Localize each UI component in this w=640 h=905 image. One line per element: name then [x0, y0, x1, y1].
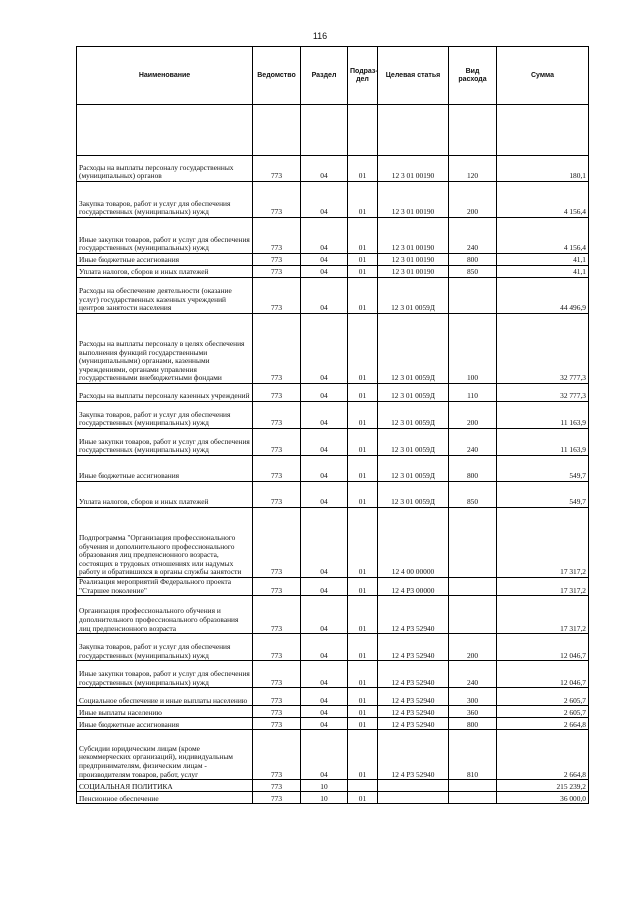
- cell-exptype: 120: [449, 156, 497, 182]
- cell-dept: 773: [253, 730, 301, 780]
- cell-sum: 12 046,7: [497, 634, 589, 661]
- cell-exptype: 810: [449, 730, 497, 780]
- cell-name: Иные закупки товаров, работ и услуг для обеспечения государственных (муниципальных) нужд: [77, 218, 253, 254]
- cell-name: Закупка товаров, работ и услуг для обеспечения государственных (муниципальных) нужд: [77, 182, 253, 218]
- cell-exptype: [449, 278, 497, 314]
- cell-dept: 773: [253, 508, 301, 578]
- cell-subsection: 01: [348, 508, 378, 578]
- cell-subsection: 01: [348, 218, 378, 254]
- cell-subsection: 01: [348, 634, 378, 661]
- cell-exptype: 360: [449, 706, 497, 718]
- cell-subsection: 01: [348, 278, 378, 314]
- cell-exptype: [449, 792, 497, 804]
- cell-exptype: [449, 596, 497, 634]
- cell-section: 04: [301, 429, 348, 456]
- cell-subsection: 01: [348, 578, 378, 596]
- cell-section: 04: [301, 718, 348, 730]
- header-section: Раздел: [301, 47, 348, 105]
- header-row: [77, 47, 589, 105]
- table-row: [77, 314, 589, 384]
- cell-dept: 773: [253, 456, 301, 482]
- cell-section: 04: [301, 314, 348, 384]
- table-row: [77, 429, 589, 456]
- cell-section: 04: [301, 508, 348, 578]
- page-number: 116: [312, 31, 328, 41]
- cell-section: 04: [301, 596, 348, 634]
- cell-dept: 773: [253, 578, 301, 596]
- cell-exptype: 200: [449, 182, 497, 218]
- table-row: [77, 402, 589, 429]
- cell-target: 12 3 01 0059Д: [378, 482, 449, 508]
- cell-target: 12 3 01 0059Д: [378, 402, 449, 429]
- table-row: [77, 456, 589, 482]
- cell-target: 12 3 01 00190: [378, 182, 449, 218]
- cell-dept: 773: [253, 706, 301, 718]
- cell-sum: 17 317,2: [497, 508, 589, 578]
- cell-subsection: 01: [348, 266, 378, 278]
- table-row: [77, 182, 589, 218]
- cell-subsection: 01: [348, 730, 378, 780]
- cell-name: СОЦИАЛЬНАЯ ПОЛИТИКА: [77, 780, 253, 792]
- cell-subsection: 01: [348, 384, 378, 402]
- cell-sum: 2 605,7: [497, 706, 589, 718]
- cell-dept: 773: [253, 402, 301, 429]
- cell-subsection: 01: [348, 456, 378, 482]
- cell-section: 04: [301, 456, 348, 482]
- header-target: Целевая статья: [378, 47, 449, 105]
- cell-name: Иные бюджетные ассигнования: [77, 254, 253, 266]
- cell-name: Расходы на обеспечение деятельности (оказание услуг) государственных казенных учреждений центров занятости населения: [77, 278, 253, 314]
- cell-target: 12 4 P3 52940: [378, 661, 449, 688]
- table-row: [77, 156, 589, 182]
- cell-target: [378, 792, 449, 804]
- cell-name: Социальное обеспечение и иные выплаты населению: [77, 688, 253, 706]
- budget-table: [76, 46, 589, 804]
- cell-dept: 773: [253, 156, 301, 182]
- cell-subsection: 01: [348, 688, 378, 706]
- cell-section: 10: [301, 780, 348, 792]
- cell-target: 12 3 01 0059Д: [378, 314, 449, 384]
- table-body: [77, 105, 589, 804]
- cell-subsection: 01: [348, 706, 378, 718]
- cell-section: 04: [301, 266, 348, 278]
- table-row: [77, 688, 589, 706]
- cell-section: 04: [301, 278, 348, 314]
- cell-sum: 32 777,3: [497, 384, 589, 402]
- cell-subsection: 01: [348, 429, 378, 456]
- cell-name: Реализация мероприятий Федерального проекта "Старшее поколение": [77, 578, 253, 596]
- cell-target: 12 4 P3 52940: [378, 688, 449, 706]
- cell-target: 12 3 01 0059Д: [378, 429, 449, 456]
- cell-section: 10: [301, 792, 348, 804]
- cell-name: Закупка товаров, работ и услуг для обеспечения государственных (муниципальных) нужд: [77, 402, 253, 429]
- cell-sum: 549,7: [497, 456, 589, 482]
- cell-exptype: 240: [449, 429, 497, 456]
- table-row: [77, 218, 589, 254]
- table-row: [77, 718, 589, 730]
- cell-subsection: 01: [348, 182, 378, 218]
- header-spacer-row: [77, 105, 589, 156]
- cell-target: 12 3 01 00190: [378, 254, 449, 266]
- cell-target: 12 3 01 00190: [378, 218, 449, 254]
- cell-sum: 41,1: [497, 266, 589, 278]
- cell-section: 04: [301, 661, 348, 688]
- cell-sum: 11 163,9: [497, 429, 589, 456]
- cell-name: Уплата налогов, сборов и иных платежей: [77, 482, 253, 508]
- cell-section: 04: [301, 254, 348, 266]
- cell-subsection: 01: [348, 792, 378, 804]
- cell-name: Закупка товаров, работ и услуг для обеспечения государственных (муниципальных) нужд: [77, 634, 253, 661]
- cell-sum: 549,7: [497, 482, 589, 508]
- cell-section: 04: [301, 578, 348, 596]
- cell-exptype: 850: [449, 482, 497, 508]
- cell-exptype: [449, 508, 497, 578]
- cell-dept: 773: [253, 718, 301, 730]
- header-exptype: Вид расхода: [449, 47, 497, 105]
- cell-exptype: 300: [449, 688, 497, 706]
- cell-dept: 773: [253, 266, 301, 278]
- table-row: [77, 482, 589, 508]
- cell-sum: 12 046,7: [497, 661, 589, 688]
- cell-subsection: 01: [348, 402, 378, 429]
- cell-section: 04: [301, 730, 348, 780]
- cell-name: Иные бюджетные ассигнования: [77, 718, 253, 730]
- cell-name: Организация профессионального обучения и дополнительного профессионального образования лиц предпенсионного возраста: [77, 596, 253, 634]
- cell-name: Уплата налогов, сборов и иных платежей: [77, 266, 253, 278]
- cell-sum: 41,1: [497, 254, 589, 266]
- table-row: [77, 266, 589, 278]
- cell-sum: 4 156,4: [497, 182, 589, 218]
- cell-sum: 36 000,0: [497, 792, 589, 804]
- cell-name: Иные закупки товаров, работ и услуг для обеспечения государственных (муниципальных) нужд: [77, 429, 253, 456]
- cell-sum: 4 156,4: [497, 218, 589, 254]
- cell-exptype: 240: [449, 661, 497, 688]
- cell-section: 04: [301, 156, 348, 182]
- header-sum: Сумма: [497, 47, 589, 105]
- header-subsection: Подраз-дел: [348, 47, 378, 105]
- cell-target: 12 4 P3 52940: [378, 634, 449, 661]
- cell-target: 12 4 P3 00000: [378, 578, 449, 596]
- cell-name: Иные выплаты населению: [77, 706, 253, 718]
- cell-exptype: 100: [449, 314, 497, 384]
- cell-exptype: 800: [449, 718, 497, 730]
- cell-dept: 773: [253, 596, 301, 634]
- cell-section: 04: [301, 688, 348, 706]
- cell-sum: 215 239,2: [497, 780, 589, 792]
- cell-sum: 180,1: [497, 156, 589, 182]
- cell-target: 12 4 P3 52940: [378, 596, 449, 634]
- cell-target: 12 3 01 0059Д: [378, 384, 449, 402]
- table-row: [77, 730, 589, 780]
- cell-subsection: 01: [348, 718, 378, 730]
- table-row: [77, 634, 589, 661]
- cell-section: 04: [301, 218, 348, 254]
- cell-sum: 32 777,3: [497, 314, 589, 384]
- cell-target: 12 4 00 00000: [378, 508, 449, 578]
- cell-target: 12 4 P3 52940: [378, 718, 449, 730]
- cell-exptype: 850: [449, 266, 497, 278]
- cell-dept: 773: [253, 278, 301, 314]
- cell-target: 12 4 P3 52940: [378, 730, 449, 780]
- cell-section: 04: [301, 384, 348, 402]
- cell-exptype: 240: [449, 218, 497, 254]
- cell-name: Расходы на выплаты персоналу казенных учреждений: [77, 384, 253, 402]
- cell-section: 04: [301, 182, 348, 218]
- table-row: [77, 278, 589, 314]
- cell-section: 04: [301, 706, 348, 718]
- cell-sum: 44 496,9: [497, 278, 589, 314]
- table-row: [77, 661, 589, 688]
- cell-sum: 17 317,2: [497, 578, 589, 596]
- cell-exptype: 110: [449, 384, 497, 402]
- cell-subsection: 01: [348, 156, 378, 182]
- cell-target: 12 4 P3 52940: [378, 706, 449, 718]
- table-row: [77, 254, 589, 266]
- cell-subsection: 01: [348, 254, 378, 266]
- cell-sum: 17 317,2: [497, 596, 589, 634]
- cell-dept: 773: [253, 688, 301, 706]
- cell-exptype: 800: [449, 456, 497, 482]
- cell-dept: 773: [253, 792, 301, 804]
- cell-name: Расходы на выплаты персоналу в целях обеспечения выполнения функций государственными (муниципальными) органами, казенными учреждениями, органами управления государственными внебюджетными фондами: [77, 314, 253, 384]
- cell-sum: 2 664,8: [497, 718, 589, 730]
- cell-section: 04: [301, 482, 348, 508]
- cell-subsection: [348, 780, 378, 792]
- table-row: [77, 706, 589, 718]
- header-dept: Ведомство: [253, 47, 301, 105]
- table-row: [77, 596, 589, 634]
- cell-sum: 2 605,7: [497, 688, 589, 706]
- cell-sum: 2 664,8: [497, 730, 589, 780]
- cell-section: 04: [301, 402, 348, 429]
- cell-subsection: 01: [348, 596, 378, 634]
- cell-name: Расходы на выплаты персоналу государственных (муниципальных) органов: [77, 156, 253, 182]
- cell-exptype: 800: [449, 254, 497, 266]
- cell-target: 12 3 01 00190: [378, 266, 449, 278]
- cell-sum: 11 163,9: [497, 402, 589, 429]
- table-row: [77, 384, 589, 402]
- cell-dept: 773: [253, 384, 301, 402]
- cell-dept: 773: [253, 218, 301, 254]
- cell-target: 12 3 01 00190: [378, 156, 449, 182]
- cell-exptype: 200: [449, 634, 497, 661]
- cell-name: Подпрограмма "Организация профессионального обучения и дополнительного профессионального образования лиц предпенсионного возраста, состоящих в трудовых отношениях или надумых работу и обратившихся в органы службы занятости: [77, 508, 253, 578]
- cell-target: [378, 780, 449, 792]
- cell-dept: 773: [253, 429, 301, 456]
- table-row: [77, 780, 589, 792]
- cell-subsection: 01: [348, 661, 378, 688]
- cell-name: Иные бюджетные ассигнования: [77, 456, 253, 482]
- cell-dept: 773: [253, 182, 301, 218]
- cell-exptype: [449, 780, 497, 792]
- cell-target: 12 3 01 0059Д: [378, 278, 449, 314]
- cell-dept: 773: [253, 780, 301, 792]
- cell-dept: 773: [253, 254, 301, 266]
- cell-section: 04: [301, 634, 348, 661]
- cell-subsection: 01: [348, 314, 378, 384]
- cell-exptype: 200: [449, 402, 497, 429]
- cell-dept: 773: [253, 661, 301, 688]
- header-name: Наименование: [77, 47, 253, 105]
- cell-target: 12 3 01 0059Д: [378, 456, 449, 482]
- cell-dept: 773: [253, 314, 301, 384]
- table-row: [77, 792, 589, 804]
- table-row: [77, 508, 589, 578]
- table-row: [77, 578, 589, 596]
- cell-dept: 773: [253, 634, 301, 661]
- cell-dept: 773: [253, 482, 301, 508]
- cell-name: Субсидии юридическим лицам (кроме некоммерческих организаций), индивидуальным предпринимателям, физическим лицам - производителям товаров, работ, услуг: [77, 730, 253, 780]
- cell-exptype: [449, 578, 497, 596]
- cell-subsection: 01: [348, 482, 378, 508]
- cell-name: Иные закупки товаров, работ и услуг для обеспечения государственных (муниципальных) нужд: [77, 661, 253, 688]
- cell-name: Пенсионное обеспечение: [77, 792, 253, 804]
